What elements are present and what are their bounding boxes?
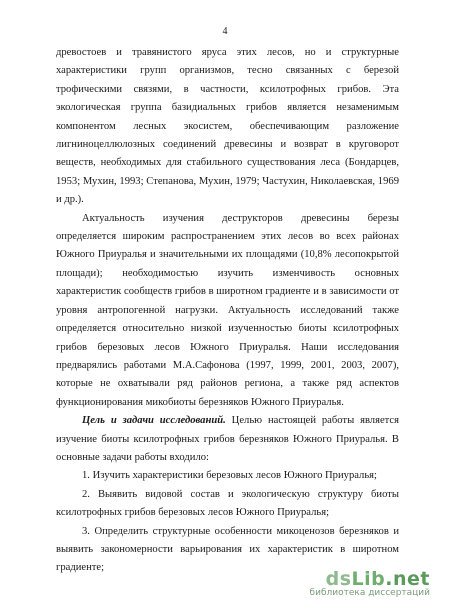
page-number: 4 bbox=[222, 26, 228, 37]
paragraph-3 bbox=[56, 412, 399, 467]
task-1: 1. Изучить характеристики березовых лесов Южного Приуралья; bbox=[82, 470, 377, 482]
dslib-logo: dsLib.net bbox=[325, 568, 430, 590]
document-body bbox=[56, 44, 399, 578]
task-2: 2. Выявить видовой состав и экологическую структуру биоты ксилотрофных грибов березовых лесов Южного Приуралья; bbox=[56, 488, 399, 519]
dslib-watermark bbox=[310, 568, 430, 598]
aims-heading: Цель и задачи исследований. bbox=[82, 415, 226, 427]
task-3: 3. Определить структурные особенности микоценозов березняков и выявить закономерности варьирования их характеристик в широтном градиенте; bbox=[56, 525, 399, 574]
dslib-subtitle: библиотека диссертаций bbox=[309, 588, 430, 598]
paragraph-1: древостоев и травянистого яруса этих лесов, но и структурные характеристики групп организмов, тесно связанных с березой трофическими связями, в частности, ксилотрофных грибов. Эта экологическая группа базидиальных грибов является незаменимым компонентом лесных экосистем, обеспечивающим разложение лигниноцеллюлозных соединений древесины и возврат в круговорот веществ, необходимых для стабильного существования леса (Бондарцев, 1953; Мухин, 1993; Степанова, Мухин, 1979; Частухин, Николаевская, 1969 и др.). bbox=[56, 47, 399, 206]
paragraph-2: Актуальность изучения деструкторов древесины березы определяется широким распространением этих лесов во всех районах Южного Приуралья и значительными их площадями (10,8% лесопокрытой площади); необходимостью изучить изменчивость основных характеристик сообществ грибов в широтном градиенте и в зависимости от уровня антропогенной нагрузки. Актуальность исследований также определяется относительно низкой изученностью биоты ксилотрофных грибов березовых лесов Южного Приуралья. Наши исследования предварялись работами М.А.Сафонова (1997, 1999, 2001, 2003, 2007), которые не охватывали ряд районов региона, а также ряд аспектов функционирования микобиоты березняков Южного Приуралья. bbox=[56, 212, 399, 408]
aims-body: Целью настоящей работы является изучение биоты ксилотрофных грибов березняков Южного Приуралья. В основные задачи работы входило: bbox=[56, 415, 399, 463]
